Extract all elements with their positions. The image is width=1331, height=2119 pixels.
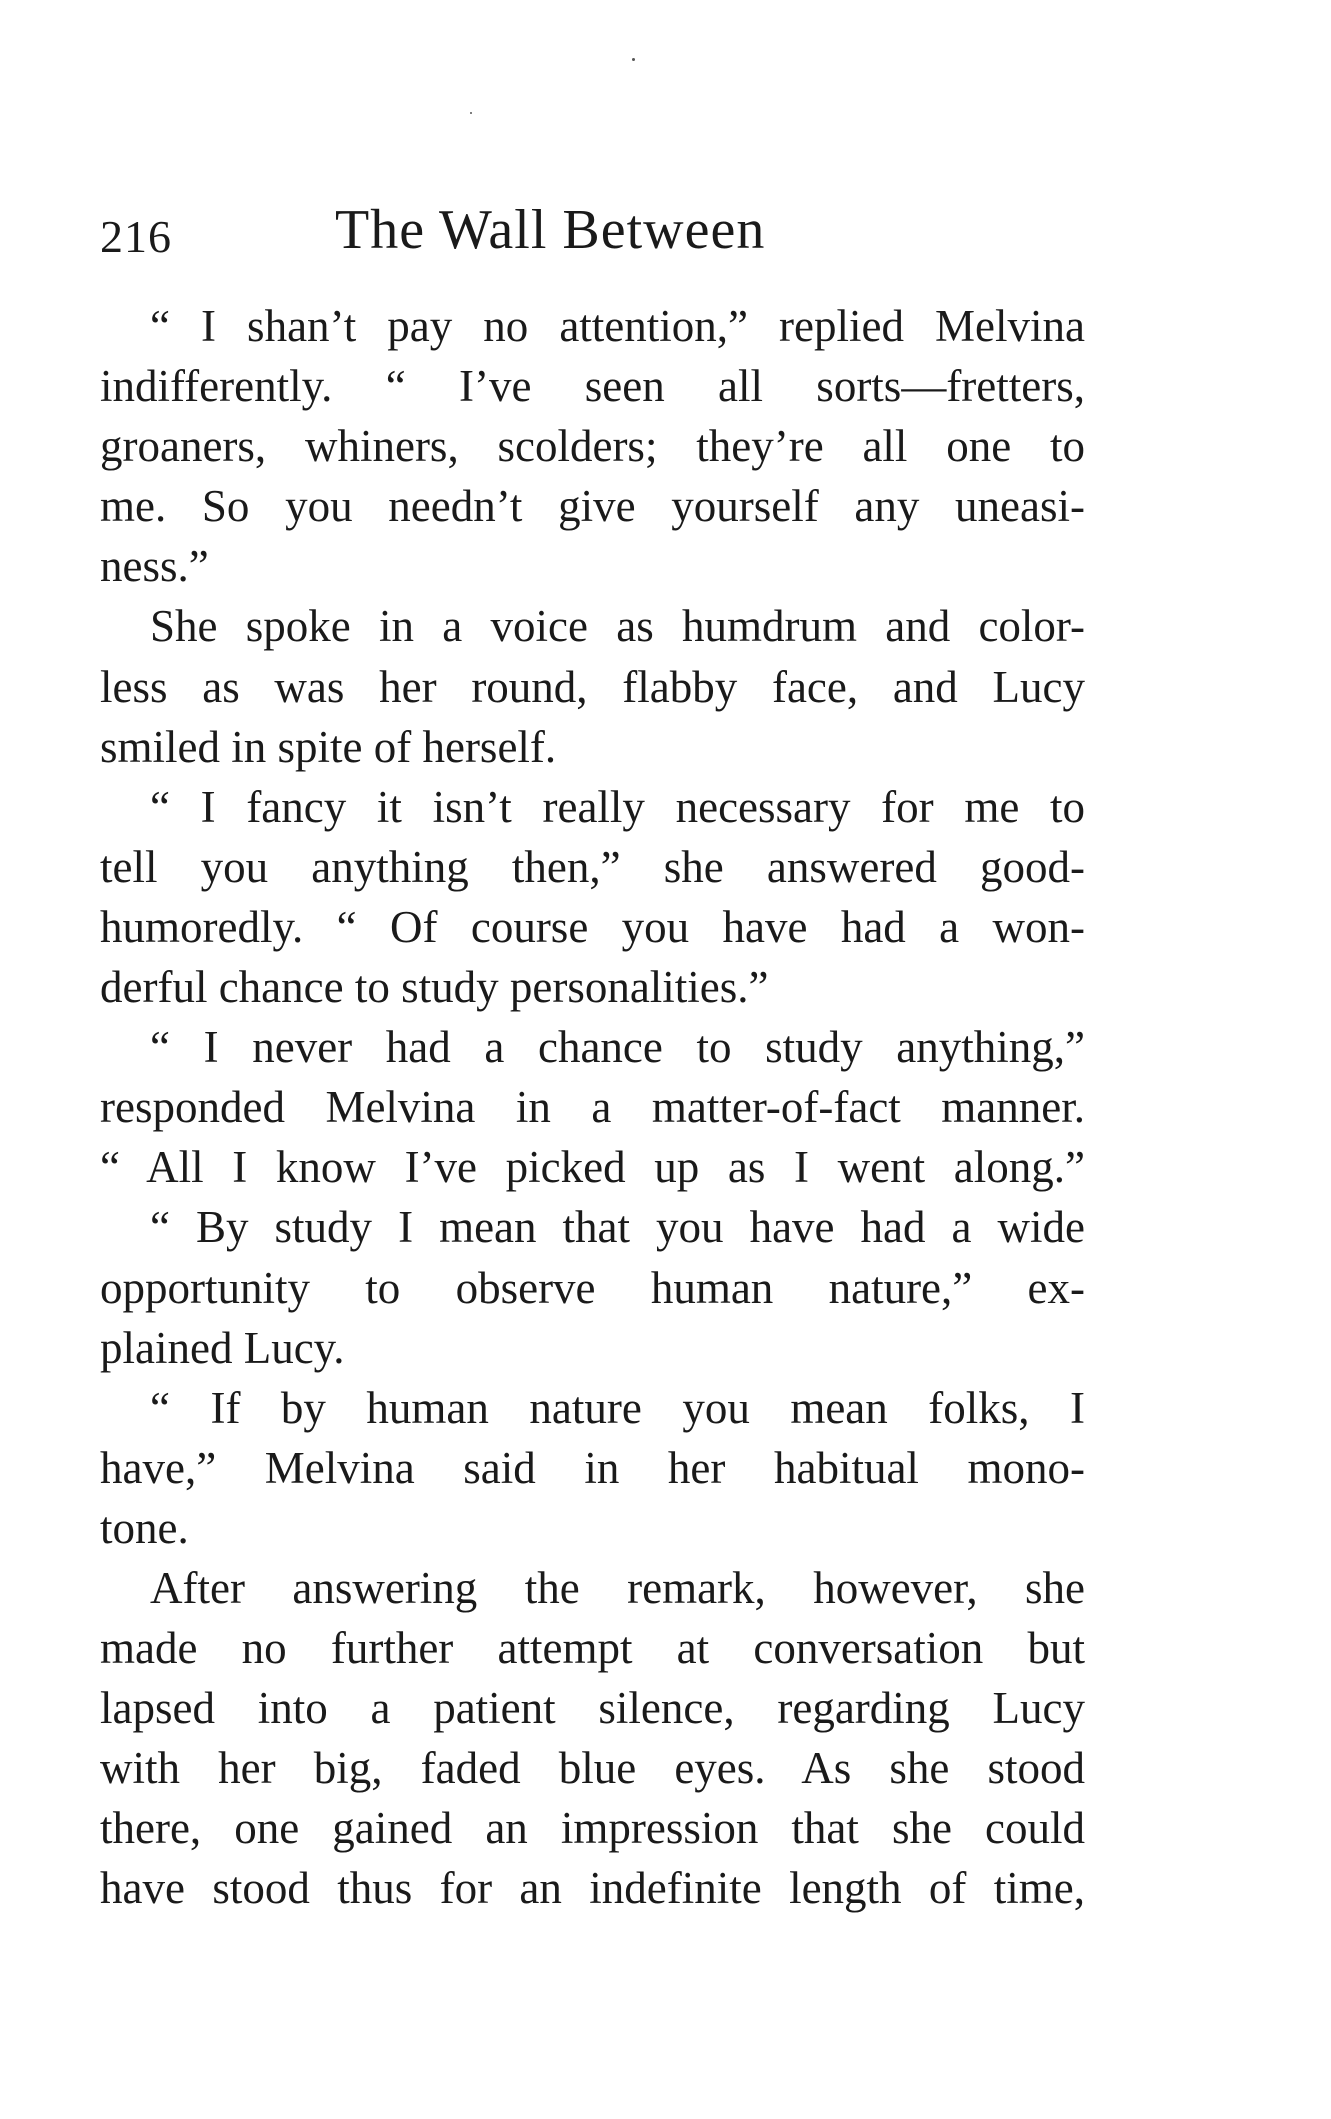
text-line: derful chance to study personalities.”	[100, 962, 769, 1013]
text-line: After answering the remark, however, she	[150, 1562, 1085, 1613]
text-line: ness.”	[100, 541, 209, 592]
text-line: humoredly. “ Of course you have had a won-	[100, 901, 1085, 952]
text-line: “ All I know I’ve picked up as I went along.”	[100, 1142, 1085, 1193]
paper-speck	[632, 58, 635, 61]
text-line: less as was her round, flabby face, and Lucy	[100, 661, 1085, 712]
text-line: “ I shan’t pay no attention,” replied Melvina	[150, 301, 1085, 351]
text-line: have stood thus for an indefinite length of time,	[100, 1863, 1085, 1914]
text-line: indifferently. “ I’ve seen all sorts—fretters,	[100, 361, 1085, 412]
page-header	[100, 198, 1100, 268]
text-line: tone.	[100, 1502, 189, 1553]
text-line: made no further attempt at conversation but	[100, 1623, 1085, 1674]
paper-speck	[470, 112, 472, 114]
text-line: there, one gained an impression that she could	[100, 1803, 1085, 1854]
text-line: responded Melvina in a matter-of-fact manner.	[100, 1082, 1085, 1133]
running-title: The Wall Between	[335, 199, 766, 261]
text-line: groaners, whiners, scolders; they’re all one to	[100, 421, 1085, 472]
text-line: with her big, faded blue eyes. As she stood	[100, 1743, 1085, 1794]
text-line: lapsed into a patient silence, regarding Lucy	[100, 1683, 1085, 1734]
text-line: plained Lucy.	[100, 1322, 345, 1373]
text-line: opportunity to observe human nature,” ex-	[100, 1262, 1085, 1313]
text-line: “ By study I mean that you have had a wide	[150, 1202, 1085, 1253]
text-line: “ I fancy it isn’t really necessary for me to	[150, 781, 1085, 832]
text-line: have,” Melvina said in her habitual mono-	[100, 1442, 1085, 1493]
text-line: tell you anything then,” she answered good-	[100, 841, 1085, 892]
text-line: smiled in spite of herself.	[100, 721, 557, 772]
text-line: “ If by human nature you mean folks, I	[150, 1382, 1085, 1433]
page-number: 216	[100, 211, 172, 262]
text-line: “ I never had a chance to study anything,”	[150, 1022, 1085, 1073]
body-text	[100, 296, 1085, 1919]
text-line: me. So you needn’t give yourself any uneasi-	[100, 481, 1085, 532]
text-line: She spoke in a voice as humdrum and color-	[150, 601, 1085, 652]
